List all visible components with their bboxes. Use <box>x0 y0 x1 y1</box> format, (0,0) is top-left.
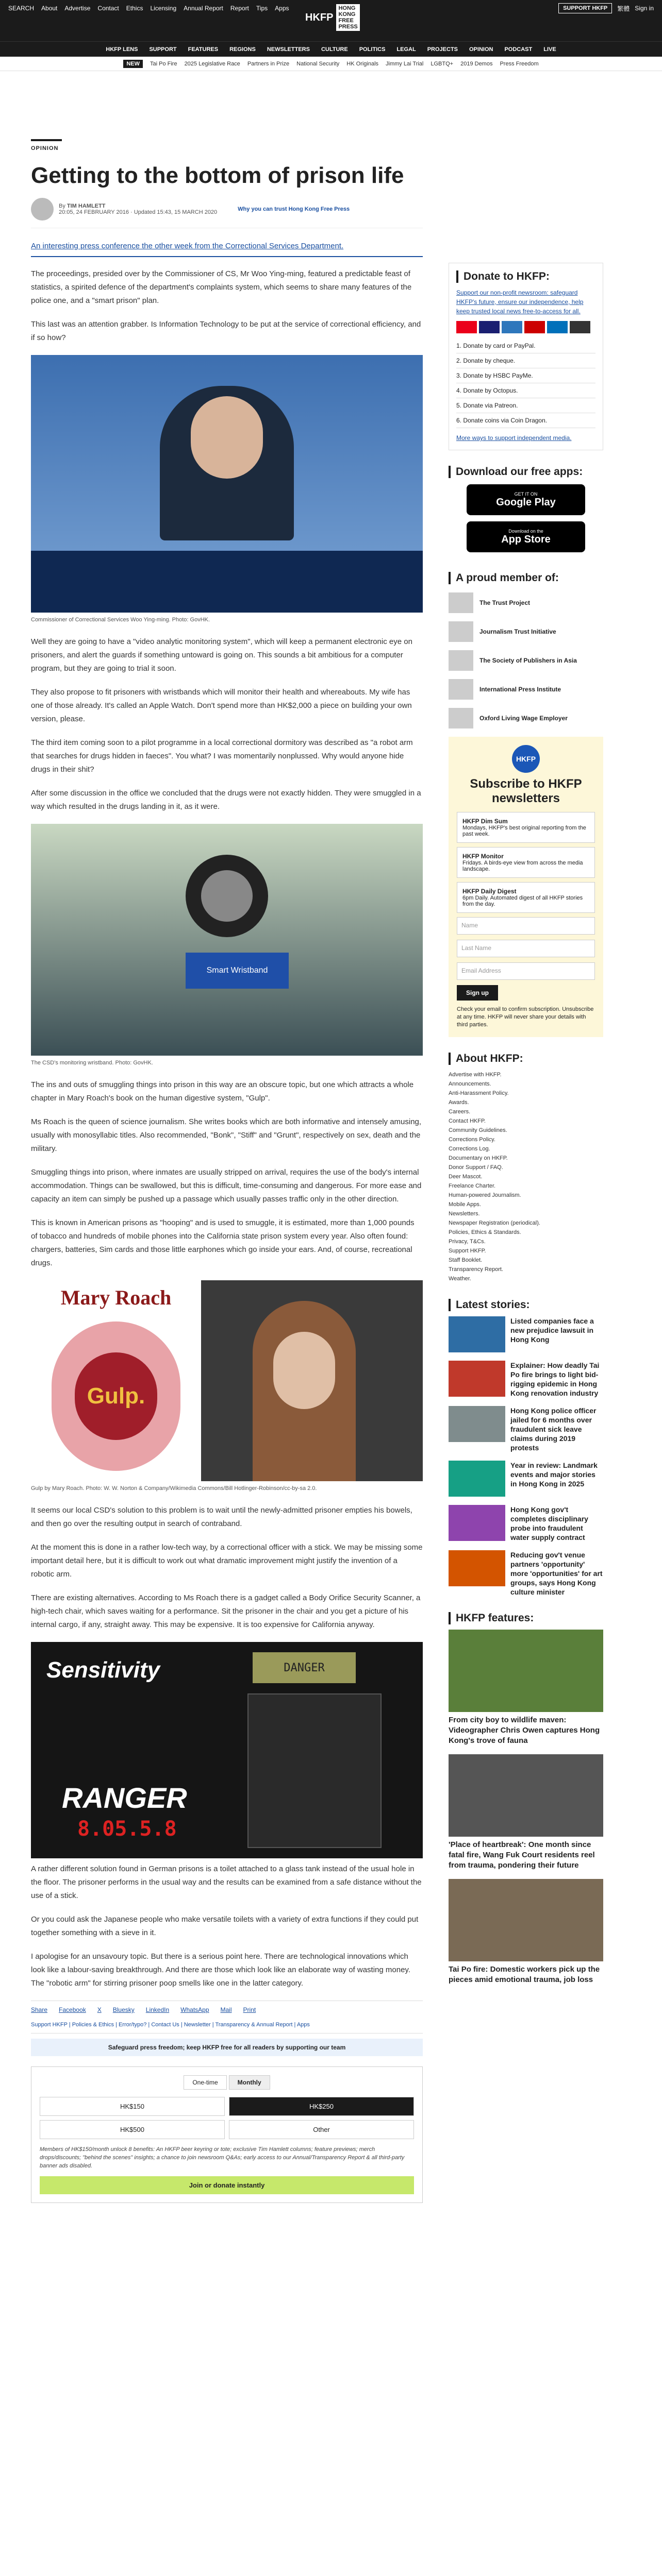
gp-small: GET IT ON <box>514 491 538 497</box>
newsletter-option[interactable]: HKFP Daily Digest 6pm Daily. Automated digest of all HKFP stories from the day. <box>457 882 595 913</box>
story-thumbnail <box>449 1550 505 1586</box>
tier-button[interactable]: HK$150 <box>40 2097 225 2116</box>
footer-links[interactable]: Support HKFP | Policies & Ethics | Error/typo? | Contact Us | Newsletter | Transparency & Annual Report | Apps <box>31 2022 423 2033</box>
byline <box>31 198 423 228</box>
paragraph: There are existing alternatives. According to Ms Roach there is a gadget called a Body Orifice Security Scanner, a high-tech chair, which saves waiting for a performance. Sit the prisoner in the chair and you get a picture of his internal cargo, if any, straight away. This may be expensive. It is too expensive for California anyway. <box>31 1594 421 1629</box>
about-link[interactable]: Corrections Policy. <box>449 1137 495 1143</box>
feature-image <box>449 1630 603 1712</box>
about-link[interactable]: Documentary on HKFP. <box>449 1155 508 1161</box>
book-title: Gulp. <box>75 1352 157 1440</box>
story-title[interactable]: Hong Kong gov't completes disciplinary probe into fraudulent water supply contract <box>510 1505 588 1541</box>
story-item[interactable] <box>449 1316 603 1352</box>
about-link[interactable]: Anti-Harassment Policy. <box>449 1090 509 1096</box>
features-heading: HKFP features: <box>449 1612 603 1624</box>
donate-option[interactable]: 5. Donate via Patreon. <box>456 398 595 413</box>
member-logo[interactable]: Journalism Trust Initiative <box>449 621 603 642</box>
about-link[interactable]: Policies, Ethics & Standards. <box>449 1229 521 1235</box>
share-mail[interactable]: Mail <box>220 2006 232 2013</box>
feature-item[interactable] <box>449 1630 603 1746</box>
share-print[interactable]: Print <box>243 2006 256 2013</box>
trending-item[interactable]: 2025 Legislative Race <box>184 60 240 67</box>
article-dates: 20:05, 24 FEBRUARY 2016 · Updated 15:43, 15 MARCH 2020 <box>59 209 218 215</box>
nav-item[interactable]: LIVE <box>543 46 556 53</box>
author-avatar <box>31 198 54 221</box>
about-link[interactable]: Awards. <box>449 1099 469 1106</box>
main-nav <box>0 41 662 57</box>
trending-item[interactable]: HK Originals <box>346 60 379 67</box>
tier-button[interactable]: HK$500 <box>40 2120 225 2139</box>
about-link[interactable]: Donor Support / FAQ. <box>449 1164 503 1171</box>
story-title[interactable]: Listed companies face a new prejudice lawsuit in Hong Kong <box>510 1317 594 1344</box>
story-thumbnail <box>449 1505 505 1541</box>
feature-image <box>449 1879 603 1961</box>
language-link[interactable]: 繁體 <box>617 5 630 12</box>
advertise-link[interactable]: Advertise <box>64 5 91 12</box>
about-link[interactable]: Human-powered Journalism. <box>449 1192 521 1198</box>
annual-report-link[interactable]: Annual Report <box>184 5 223 12</box>
about-link[interactable]: Community Guidelines. <box>449 1127 507 1133</box>
story-title[interactable]: Hong Kong police officer jailed for 6 months over fraudulent sick leave claims during 2019 protests <box>510 1406 597 1452</box>
app-store-button[interactable] <box>467 521 585 552</box>
about-link[interactable]: Weather. <box>449 1276 471 1282</box>
trending-item[interactable]: LGBTQ+ <box>431 60 454 67</box>
newsletter-badge: HKFP <box>512 745 540 773</box>
about-link[interactable]: Privacy, T&Cs. <box>449 1239 486 1245</box>
safeguard-banner[interactable]: Safeguard press freedom; keep HKFP free for all readers by supporting our team <box>31 2039 423 2056</box>
nav-item[interactable]: FEATURES <box>188 46 219 53</box>
feature-item[interactable] <box>449 1879 603 1985</box>
more-ways-link[interactable]: More ways to support independent media. <box>456 434 572 442</box>
lead-link[interactable]: An interesting press conference the other week from the Correctional Services Department. <box>31 240 423 257</box>
site-logo[interactable] <box>301 3 361 32</box>
about-link[interactable]: Freelance Charter. <box>449 1183 496 1189</box>
nav-item[interactable]: LEGAL <box>396 46 416 53</box>
newsletter-box <box>449 737 603 1037</box>
about-heading: About HKFP: <box>449 1053 603 1065</box>
report-link[interactable]: Report <box>230 5 249 12</box>
scanner-label: Sensitivity <box>46 1657 160 1683</box>
tier-button[interactable]: Other <box>229 2120 414 2139</box>
apps-link[interactable]: Apps <box>275 5 289 12</box>
ethics-link[interactable]: Ethics <box>126 5 143 12</box>
donation-widget <box>31 2066 423 2203</box>
about-link[interactable]: Staff Booklet. <box>449 1257 483 1263</box>
donate-heading: Donate to HKFP: <box>456 270 595 283</box>
story-item[interactable] <box>449 1361 603 1398</box>
paragraph: It seems our local CSD's solution to this problem is to wait until the newly-admitted prisoner empties his bowels, and then go over the resulting output in search of contraband. <box>31 1506 412 1528</box>
book-author: Mary Roach <box>60 1286 172 1309</box>
email-field[interactable]: Email Address <box>457 962 595 980</box>
trending-item[interactable]: Tai Po Fire <box>150 60 177 67</box>
author-name[interactable]: TIM HAMLETT <box>67 203 106 209</box>
payment-icons <box>456 321 595 333</box>
about-link[interactable]: Transparency Report. <box>449 1266 503 1273</box>
support-button[interactable]: SUPPORT HKFP <box>558 3 612 13</box>
about-link[interactable]: Newspaper Registration (periodical). <box>449 1220 540 1226</box>
logo-mark: HKFP <box>302 4 336 31</box>
sidebar <box>449 263 603 1993</box>
logo-line1: HONG KONG <box>338 5 356 18</box>
scanner-lcd: DANGER <box>253 1652 356 1683</box>
story-thumbnail <box>449 1406 505 1442</box>
nav-item[interactable]: HKFP LENS <box>106 46 138 53</box>
story-item[interactable] <box>449 1550 603 1597</box>
paragraph: This last was an attention grabber. Is Information Technology to be put at the service of correctional efficiency, and if so how? <box>31 320 421 342</box>
scanner-photo <box>31 1642 423 1858</box>
google-play-button[interactable] <box>467 484 585 515</box>
trending-item[interactable]: 2019 Demos <box>460 60 493 67</box>
as-label: App Store <box>501 533 551 545</box>
trust-link[interactable]: Why you can trust Hong Kong Free Press <box>238 206 350 212</box>
monthly-toggle[interactable]: Monthly <box>229 2075 270 2090</box>
newsletter-note: Check your email to confirm subscription. Unsubscribe at any time. HKFP will never share your details with third parties. <box>457 1006 594 1028</box>
paragraph: The third item coming soon to a pilot programme in a local correctional dormitory was described as "a robot arm that searches for drugs hidden in faeces". You what? I was momentarily nonplussed. Why would anyone hide drugs in their shit? <box>31 738 413 774</box>
latest-heading: Latest stories: <box>449 1299 603 1311</box>
about-link[interactable]: Support HKFP. <box>449 1248 486 1254</box>
about-link[interactable]: Contact HKFP. <box>449 1118 486 1124</box>
donate-option[interactable]: 6. Donate coins via Coin Dragon. <box>456 413 595 428</box>
logo-line2: FREE PRESS <box>338 18 358 30</box>
tips-link[interactable]: Tips <box>256 5 268 12</box>
tier-button[interactable]: HK$250 <box>229 2097 414 2116</box>
member-logo[interactable]: International Press Institute <box>449 679 603 700</box>
newsletter-title: Subscribe to HKFP newsletters <box>470 777 582 805</box>
donate-option[interactable]: 2. Donate by cheque. <box>456 353 595 368</box>
about-link[interactable]: Corrections Log. <box>449 1146 490 1152</box>
member-logo[interactable]: The Society of Publishers in Asia <box>449 650 603 671</box>
features-list <box>449 1630 603 1985</box>
about-link[interactable]: Announcements. <box>449 1081 491 1087</box>
paragraph: The ins and outs of smuggling things into prison in this way are an obscure topic, but one which attracts a whole chapter in Mary Roach's book on the human digestive system, "Gulp". <box>31 1080 414 1103</box>
apps-heading: Download our free apps: <box>449 466 603 478</box>
search-link[interactable]: SEARCH <box>8 5 35 12</box>
scanner-brand: RANGER <box>62 1782 187 1814</box>
photo-caption: Commissioner of Correctional Services Woo Ying-ming. Photo: GovHK. <box>31 617 210 623</box>
signin-link[interactable]: Sign in <box>635 5 654 12</box>
feature-title[interactable]: 'Place of heartbreak': One month since fatal fire, Wang Fuk Court residents reel from trauma, pondering their future <box>449 1840 595 1870</box>
wristband-label: Smart Wristband <box>186 953 289 989</box>
signup-button[interactable]: Sign up <box>457 985 498 1001</box>
join-button[interactable]: Join or donate instantly <box>40 2176 414 2194</box>
share-linkedin[interactable]: LinkedIn <box>145 2006 170 2013</box>
photo-caption: The CSD's monitoring wristband. Photo: GovHK. <box>31 1060 153 1066</box>
share-bar <box>31 2001 423 2013</box>
story-item[interactable] <box>449 1461 603 1497</box>
paragraph: They also propose to fit prisoners with wristbands which will monitor their health and whereabouts. My wife has one of those already. It's called an Apple Watch. Don't spend more than HK$2,000 a piece on building your own version, please. <box>31 688 412 723</box>
category-label[interactable]: OPINION <box>31 145 59 151</box>
trending-item[interactable]: Press Freedom <box>500 60 539 67</box>
story-thumbnail <box>449 1461 505 1497</box>
nav-item[interactable]: PODCAST <box>504 46 533 53</box>
nav-item[interactable]: OPINION <box>469 46 493 53</box>
trending-item[interactable]: National Security <box>296 60 340 67</box>
gp-label: Google Play <box>496 496 556 508</box>
feature-item[interactable] <box>449 1754 603 1871</box>
nav-item[interactable]: REGIONS <box>229 46 256 53</box>
article <box>31 139 423 2203</box>
share-x[interactable]: X <box>97 2006 102 2013</box>
gulp-book-photo <box>31 1280 423 1481</box>
newsletter-option[interactable]: HKFP Dim Sum Mondays, HKFP's best original reporting from the past week. <box>457 812 595 843</box>
donate-option[interactable]: 3. Donate by HSBC PayMe. <box>456 368 595 383</box>
member-heading: A proud member of: <box>449 572 603 584</box>
newsletter-option[interactable]: HKFP Monitor Fridays. A birds-eye view from across the media landscape. <box>457 847 595 878</box>
nav-item[interactable]: NEWSLETTERS <box>267 46 310 53</box>
member-logo[interactable]: Oxford Living Wage Employer <box>449 708 603 728</box>
donate-option[interactable]: 1. Donate by card or PayPal. <box>456 338 595 353</box>
share-label: Share <box>31 2006 48 2013</box>
name-field[interactable]: Name <box>457 917 595 935</box>
story-thumbnail <box>449 1361 505 1397</box>
share-bluesky[interactable]: Bluesky <box>112 2006 135 2013</box>
contact-link[interactable]: Contact <box>97 5 119 12</box>
paragraph: After some discussion in the office we concluded that the drugs were not exactly hidden. They were smuggled in a way which resulted in the drugs landing in it, as it were. <box>31 789 421 811</box>
latest-list <box>449 1316 603 1597</box>
story-title[interactable]: Explainer: How deadly Tai Po fire brings to light bid-rigging epidemic in Hong Kong renovation industry <box>510 1361 600 1397</box>
paragraph: Well they are going to have a "video analytic monitoring system", which will keep a permanent electronic eye on prisoners, and alert the guards if something untoward is going on. This sounds a bit ambitious for a computer program, but they are going to trial it soon. <box>31 637 412 673</box>
paragraph: The proceedings, presided over by the Commissioner of CS, Mr Woo Ying-ming, featured a predictable feast of statistics, a spirited defence of the department's complaints system, which seems to share many features of the police one, and a "smart prison" plan. <box>31 269 412 305</box>
about-link[interactable]: Newsletters. <box>449 1211 480 1217</box>
story-title[interactable]: Year in review: Landmark events and major stories in Hong Kong in 2025 <box>510 1461 598 1488</box>
article-title: Getting to the bottom of prison life <box>31 163 404 188</box>
licensing-link[interactable]: Licensing <box>150 5 177 12</box>
share-facebook[interactable]: Facebook <box>59 2006 86 2013</box>
scanner-number: 8.05.5.8 <box>77 1817 177 1841</box>
paragraph: Ms Roach is the queen of science journalism. She writes books which are both informative and intensely amusing, usually with monosyllabic titles. Also recommended, "Bonk", "Stiff" and "Grunt", respectively on sex, death and the military. <box>31 1117 422 1153</box>
about-link[interactable]: Deer Mascot. <box>449 1174 483 1180</box>
feature-image <box>449 1754 603 1837</box>
about-list <box>449 1070 603 1283</box>
nav-item[interactable]: POLITICS <box>359 46 386 53</box>
paragraph: I apologise for an unsavoury topic. But there is a serious point here. There are technological innovations which look like a labour-saving breakthrough. And there are those which look like an elaborate way of wasting money. The "robotic arm" for stirring prisoner poop smells like one in the latter category. <box>31 1952 410 1988</box>
feature-title[interactable]: From city boy to wildlife maven: Videographer Chris Owen captures Hong Kong's trove of fauna <box>449 1716 600 1745</box>
nav-item[interactable]: SUPPORT <box>149 46 177 53</box>
commissioner-photo <box>31 355 423 613</box>
member-logo[interactable]: The Trust Project <box>449 592 603 613</box>
nav-item[interactable]: CULTURE <box>321 46 348 53</box>
trending-item[interactable]: Jimmy Lai Trial <box>386 60 424 67</box>
story-title[interactable]: Reducing gov't venue partners 'opportunity' more 'opportunities' for art groups, says Hong Kong culture minister <box>510 1551 603 1596</box>
paragraph: A rather different solution found in German prisons is a toilet attached to a glass tank instead of the usual hole in the floor. The prisoner performs in the usual way and the results can be examined from a safe distance without the use of a stick. <box>31 1865 422 1900</box>
about-link[interactable]: Advertise with HKFP. <box>449 1072 502 1078</box>
about-link[interactable]: Careers. <box>449 1109 471 1115</box>
donation-note: Members of HK$150/month unlock 8 benefits: An HKFP beer keyring or tote; exclusive Tim Hamlett columns; feature previews; merch drops/discounts; "behind the scenes" insights; a chance to join newsroom Q&As; early access to our Annual/Transparency Report & all third-party banner ads disabled. <box>40 2146 405 2169</box>
last-name-field[interactable]: Last Name <box>457 940 595 957</box>
share-whatsapp[interactable]: WhatsApp <box>180 2006 209 2013</box>
donate-option[interactable]: 4. Donate by Octopus. <box>456 383 595 398</box>
as-small: Download on the <box>508 528 543 534</box>
about-link[interactable]: Mobile Apps. <box>449 1201 481 1208</box>
feature-title[interactable]: Tai Po fire: Domestic workers pick up the pieces amid emotional trauma, job loss <box>449 1965 600 1984</box>
about-link[interactable]: About <box>41 5 58 12</box>
paragraph: Or you could ask the Japanese people who make versatile toilets with a variety of extra functions if they could put together something with a sieve in it. <box>31 1915 419 1937</box>
photo-caption: Gulp by Mary Roach. Photo: W. W. Norton & Company/Wikimedia Commons/Bill Hotlinger-Robinson/cc-by-sa 2.0. <box>31 1485 317 1492</box>
trending-bar <box>0 57 662 71</box>
nav-item[interactable]: PROJECTS <box>427 46 458 53</box>
new-badge: NEW <box>123 60 143 68</box>
story-thumbnail <box>449 1316 505 1352</box>
wristband-photo <box>31 824 423 1056</box>
author-prefix: By <box>59 203 65 209</box>
story-item[interactable] <box>449 1406 603 1452</box>
paragraph: At the moment this is done in a rather low-tech way, by a correctional officer with a stick. We may be missing some important detail here, but it is difficult to work out what dramatic improvement might justify the invention of a robotic arm. <box>31 1543 423 1579</box>
trending-item[interactable]: Partners in Prize <box>247 60 290 67</box>
donate-box <box>449 263 603 450</box>
paragraph: Smuggling things into prison, where inmates are usually stripped on arrival, requires the use of the body's internal accommodation. Things can be swallowed, but this is difficult, time-consuming and dangerous. For more ease and capacity an item can simply be pushed up a passage which usually passes traffic only in the other direction. <box>31 1168 422 1204</box>
one-time-toggle[interactable]: One-time <box>184 2075 226 2090</box>
story-item[interactable] <box>449 1505 603 1542</box>
donate-text-link[interactable]: Support our non-profit newsroom: safeguard HKFP's future, ensure our independence, help keep trusted local news free-to-access for all. <box>456 289 584 315</box>
paragraph: This is known in American prisons as "hooping" and is used to smuggle, it is estimated, more than 1,000 pounds of tobacco and hundreds of mobile phones into the California state prison system every year. Also often found: chargers, batteries, Sim cards and those little earphones which go inside your ears. And, of course, recreational drugs. <box>31 1218 415 1267</box>
